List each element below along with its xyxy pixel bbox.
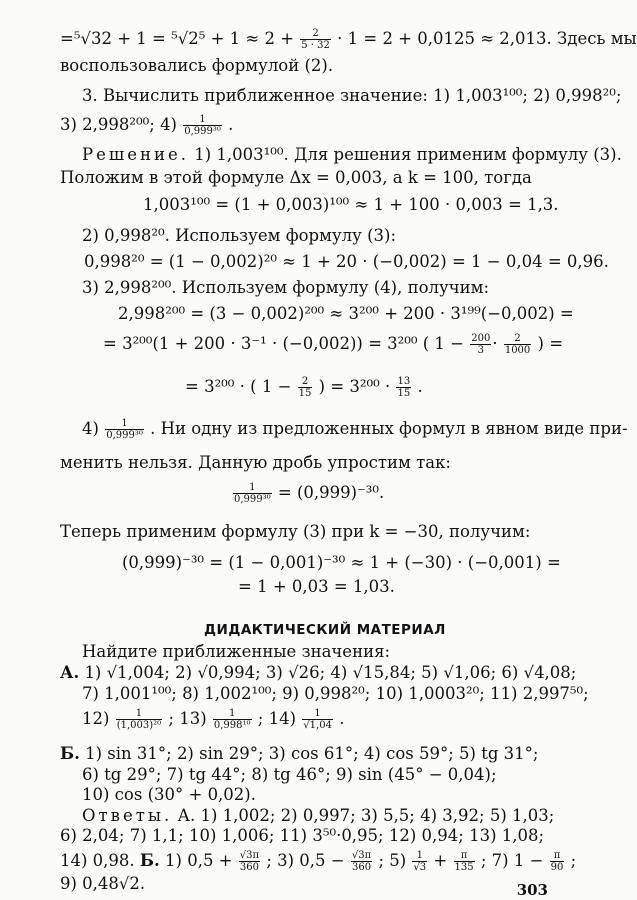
exercise-line: 7) 1,001¹⁰⁰; 8) 1,002¹⁰⁰; 9) 0,998²⁰; 10) 1,0003²⁰; 11) 2,997⁵⁰; [82,684,589,703]
answers-line: Ответы. А. 1) 1,002; 2) 0,997; 3) 5,5; 4) 3,92; 5) 1,03; [82,806,555,825]
formula-line: (0,999)⁻³⁰ = (1 − 0,001)⁻³⁰ ≈ 1 + (−30) · (−0,001) = [122,553,561,572]
exercise-label: А. [60,663,80,682]
exercise-label: Б. [60,744,80,763]
fraction: $\frac{1}{\text{0,998¹⁰}}$ [213,708,251,731]
fraction: $\frac{1}{\text{0,999³⁰}}$ [184,114,221,137]
answers-label: Ответы. [82,806,173,825]
text-line: воспользовались формулой (2). [60,56,334,75]
text-line: 3) 2,998²⁰⁰. Используем формулу (4), получим: [82,278,489,297]
section-heading: ДИДАКТИЧЕСКИЙ МАТЕРИАЛ [204,622,446,638]
fraction: $\frac{1}{\text{0,999³⁰}}$ [234,482,271,505]
fraction: $\frac{2}{1000}$ [504,333,531,356]
formula-line: 2,998²⁰⁰ = (3 − 0,002)²⁰⁰ ≈ 3²⁰⁰ + 200 · 3¹⁹⁹(−0,002) = [118,304,574,323]
formula-line: 0,998²⁰ = (1 − 0,002)²⁰ ≈ 1 + 20 · (−0,002) = 1 − 0,04 = 0,96. [84,252,609,271]
answers-line: 6) 2,04; 7) 1,1; 10) 1,006; 11) 3⁵⁰·0,95; 12) 0,94; 13) 1,08; [60,826,545,845]
exercise-line: 6) tg 29°; 7) tg 44°; 8) tg 46°; 9) sin (45° − 0,04); [82,765,497,784]
exercise-line: А. 1) √1,004; 2) √0,994; 3) √26; 4) √15,84; 5) √1,06; 6) √4,08; [60,663,577,682]
fraction: $\frac{1}{√1,04}$ [303,708,332,731]
text-line: =⁵√32 + 1 = ⁵√2⁵ + 1 ≈ 2 + $\frac{2}{5 \cdot 32}$ · 1 = 2 + 0,0125 ≈ 2,013. Здесь мы [60,28,637,51]
text-line: Теперь применим формулу (3) при k = −30, получим: [60,522,531,541]
text-line: Положим в этой формуле Δx = 0,003, а k = 100, тогда [60,168,532,187]
fraction: $\frac{\pi}{135}$ [454,850,474,873]
text-line: 4) $\frac{1}{\text{0,999³⁰}}$ . Ни одну из предложенных формул в явном виде при- [82,418,628,441]
fraction: $\frac{2}{15}$ [298,376,312,399]
fraction: $\frac{1}{\text{0,999³⁰}}$ [106,418,143,441]
fraction: $\frac{1}{√3}$ [413,850,427,873]
fraction: $\frac{2}{5 \cdot 32}$ [301,28,330,51]
fraction: $\frac{13}{15}$ [397,376,411,399]
fraction: $\frac{1}{\text{(1,003)²⁰}}$ [116,708,162,731]
solution-label: Решение. [82,145,189,164]
text-line: 3) 2,998²⁰⁰; 4) $\frac{1}{\text{0,999³⁰}}$ . [60,114,234,137]
formula-line: = 1 + 0,03 = 1,03. [238,577,395,596]
fraction: $\frac{200}{3}$ [471,333,491,356]
answers-line: 14) 0,98. Б. 1) 0,5 + $\frac{√3\pi}{360}$ ; 3) 0,5 − $\frac{√3\pi}{360}$ ; 5) $\frac{1}{√3}$ + $\frac{\pi}{135}$ ; 7) 1 − $\frac{\pi}{90}$ ; [60,850,577,873]
fraction: $\frac{\pi}{90}$ [550,850,564,873]
fraction: $\frac{√3\pi}{360}$ [239,850,260,873]
page-number: 303 [516,881,548,899]
answers-label: Б. [139,851,160,870]
text-line: 3. Вычислить приближенное значение: 1) 1,003¹⁰⁰; 2) 0,998²⁰; [82,86,622,105]
exercise-line: 12) $\frac{1}{\text{(1,003)²⁰}}$ ; 13) $\frac{1}{\text{0,998¹⁰}}$ ; 14) $\frac{1}{√1,04}$ . [82,708,345,731]
formula-line: = 3²⁰⁰(1 + 200 · 3⁻¹ · (−0,002)) = 3²⁰⁰ ( 1 − $\frac{200}{3}$ · $\frac{2}{1000}$ ) = [103,333,564,356]
formula-line: 1,003¹⁰⁰ = (1 + 0,003)¹⁰⁰ ≈ 1 + 100 · 0,003 = 1,3. [143,195,559,214]
exercise-line: Б. 1) sin 31°; 2) sin 29°; 3) cos 61°; 4) cos 59°; 5) tg 31°; [60,744,539,763]
formula-line: $\frac{1}{\text{0,999³⁰}}$ = (0,999)⁻³⁰. [234,482,385,505]
formula-line: = 3²⁰⁰ · ( 1 − $\frac{2}{15}$ ) = 3²⁰⁰ · $\frac{13}{15}$ . [185,376,423,399]
fraction: $\frac{√3\pi}{360}$ [351,850,372,873]
answers-line: 9) 0,48√2. [60,874,146,893]
text-line: менить нельзя. Данную дробь упростим так: [60,453,451,472]
text-line: 2) 0,998²⁰. Используем формулу (3): [82,226,397,245]
text-line: Решение. 1) 1,003¹⁰⁰. Для решения применим формулу (3). [82,145,622,164]
exercise-line: 10) cos (30° + 0,02). [82,785,256,804]
text-line: Найдите приближенные значения: [82,642,391,661]
